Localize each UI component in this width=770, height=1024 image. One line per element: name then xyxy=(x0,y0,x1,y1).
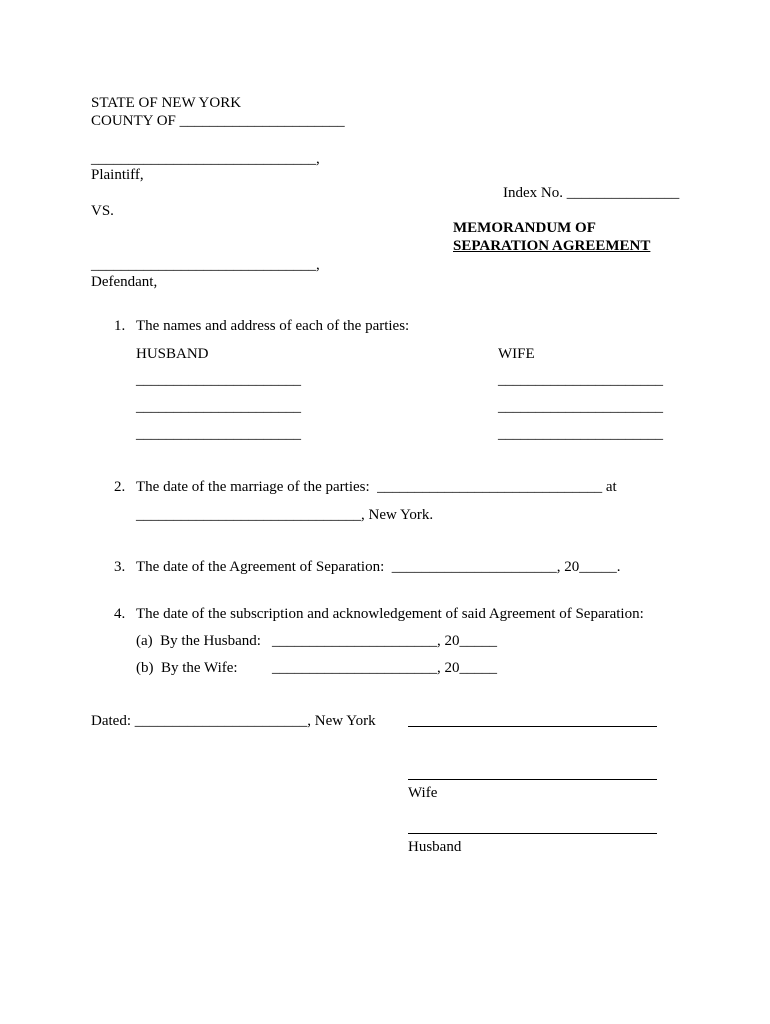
item4-number: 4. xyxy=(114,606,126,622)
wife-subscription-label: (b) By the Wife: xyxy=(136,660,238,676)
versus-label: VS. xyxy=(91,203,114,219)
dated-field[interactable]: Dated: _______________________, New York xyxy=(91,713,376,729)
wife-signature-label: Wife xyxy=(408,785,438,801)
wife-heading: WIFE xyxy=(498,346,535,362)
wife-signature-line[interactable] xyxy=(408,779,657,780)
notary-signature-line[interactable] xyxy=(408,726,657,727)
agreement-date-field[interactable]: The date of the Agreement of Separation: ______________________, 20_____. xyxy=(136,559,621,575)
wife-address-line-3[interactable]: ______________________ xyxy=(498,426,663,442)
index-number-field[interactable]: Index No. _______________ xyxy=(503,185,680,201)
wife-address-line-1[interactable]: ______________________ xyxy=(498,372,663,388)
wife-address-line-2[interactable]: ______________________ xyxy=(498,399,663,415)
husband-subscription-date-field[interactable]: ______________________, 20_____ xyxy=(272,633,497,649)
item1-text: The names and address of each of the parties: xyxy=(136,318,410,334)
defendant-label: Defendant, xyxy=(91,274,158,290)
husband-signature-line[interactable] xyxy=(408,833,657,834)
husband-subscription-label: (a) By the Husband: xyxy=(136,633,261,649)
marriage-place-field[interactable]: ______________________________, New York. xyxy=(136,507,434,523)
husband-address-line-1[interactable]: ______________________ xyxy=(136,372,301,388)
item1-number: 1. xyxy=(114,318,126,334)
defendant-name-field[interactable]: ______________________________, xyxy=(91,257,320,273)
county-field[interactable]: COUNTY OF ______________________ xyxy=(91,113,345,129)
item3-number: 3. xyxy=(114,559,126,575)
state-heading: STATE OF NEW YORK xyxy=(91,95,242,111)
document-title-line2: SEPARATION AGREEMENT xyxy=(453,238,651,254)
husband-address-line-3[interactable]: ______________________ xyxy=(136,426,301,442)
document-title-line1: MEMORANDUM OF xyxy=(453,220,596,236)
wife-subscription-date-field[interactable]: ______________________, 20_____ xyxy=(272,660,497,676)
husband-signature-label: Husband xyxy=(408,839,462,855)
item4-text: The date of the subscription and acknowledgement of said Agreement of Separation: xyxy=(136,606,644,622)
item2-number: 2. xyxy=(114,479,126,495)
plaintiff-name-field[interactable]: ______________________________, xyxy=(91,151,320,167)
husband-address-line-2[interactable]: ______________________ xyxy=(136,399,301,415)
plaintiff-label: Plaintiff, xyxy=(91,167,144,183)
marriage-date-field[interactable]: The date of the marriage of the parties: ______________________________ at xyxy=(136,479,617,495)
husband-heading: HUSBAND xyxy=(136,346,209,362)
